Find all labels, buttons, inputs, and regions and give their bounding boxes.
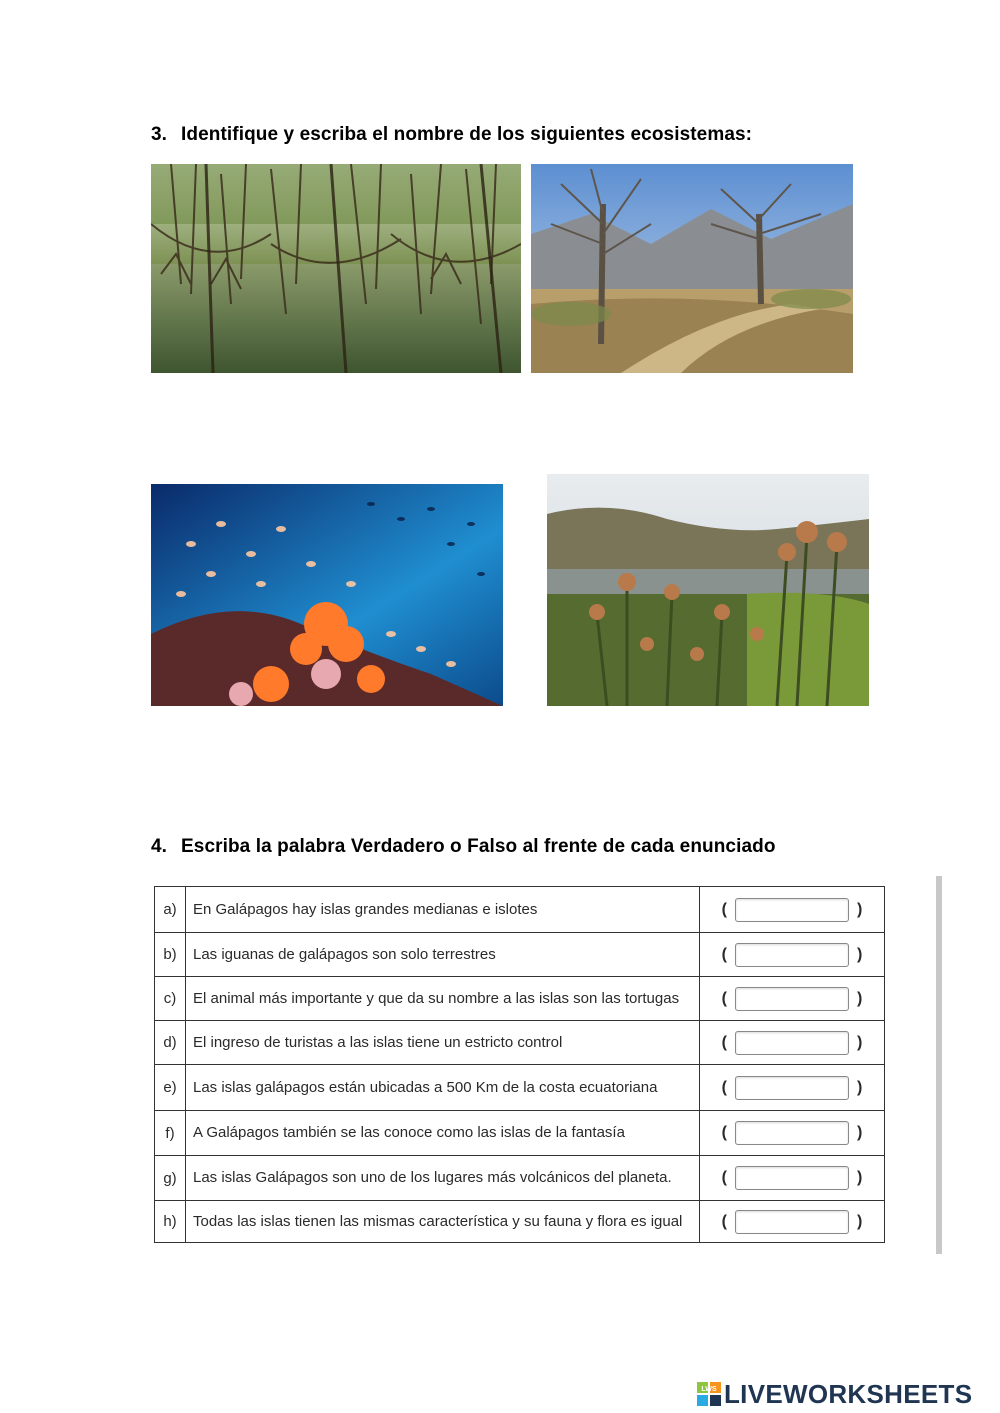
section-3-number: 3.	[151, 124, 168, 145]
answer-cell	[700, 887, 885, 933]
close-paren: )	[857, 1169, 863, 1186]
answer-input-e[interactable]	[735, 1076, 849, 1100]
answer-input-b[interactable]	[735, 943, 849, 967]
open-paren: (	[721, 1033, 727, 1051]
paramo-photo	[547, 474, 869, 706]
open-paren: (	[721, 1124, 727, 1141]
true-false-table	[154, 886, 885, 1243]
section-3-title: Identifique y escriba el nombre de los siguientes ecosistemas:	[181, 124, 753, 145]
row-letter: e)	[155, 1065, 186, 1111]
answer-input-c[interactable]	[735, 987, 849, 1011]
table-row	[155, 1156, 885, 1201]
open-paren: (	[721, 1212, 727, 1230]
answer-cell	[700, 1111, 885, 1156]
close-paren: )	[857, 900, 863, 918]
table-row	[155, 1065, 885, 1111]
answer-input-f[interactable]	[735, 1121, 849, 1145]
section-4-title: Escriba la palabra Verdadero o Falso al frente de cada enunciado	[181, 836, 776, 857]
answer-cell	[700, 1065, 885, 1111]
row-letter: h)	[155, 1201, 186, 1243]
open-paren: (	[721, 989, 727, 1007]
row-letter: a)	[155, 887, 186, 933]
row-letter: d)	[155, 1021, 186, 1065]
answer-cell	[700, 933, 885, 977]
mangrove-photo	[151, 164, 521, 373]
close-paren: )	[857, 989, 863, 1007]
answer-input-g[interactable]	[735, 1166, 849, 1190]
row-statement: Las islas Galápagos son uno de los lugares más volcánicos del planeta.	[186, 1156, 700, 1201]
close-paren: )	[857, 945, 863, 963]
logo-badge-icon	[697, 1382, 721, 1406]
section-4-heading	[151, 836, 776, 858]
answer-cell	[700, 1201, 885, 1243]
row-statement: Las iguanas de galápagos son solo terrestres	[186, 933, 700, 977]
row-letter: c)	[155, 977, 186, 1021]
row-letter: f)	[155, 1111, 186, 1156]
open-paren: (	[721, 1078, 727, 1096]
answer-cell	[700, 1156, 885, 1201]
section-3-heading	[151, 124, 752, 146]
coral-reef-photo	[151, 484, 503, 706]
row-letter: b)	[155, 933, 186, 977]
row-statement: Todas las islas tienen las mismas característica y su fauna y flora es igual	[186, 1201, 700, 1243]
liveworksheets-logo	[697, 1378, 972, 1410]
close-paren: )	[857, 1212, 863, 1230]
open-paren: (	[721, 945, 727, 963]
open-paren: (	[721, 900, 727, 918]
close-paren: )	[857, 1124, 863, 1141]
table-row	[155, 1111, 885, 1156]
row-statement: El animal más importante y que da su nombre a las islas son las tortugas	[186, 977, 700, 1021]
row-statement: A Galápagos también se las conoce como las islas de la fantasía	[186, 1111, 700, 1156]
answer-input-a[interactable]	[735, 898, 849, 922]
logo-text: LIVEWORKSHEETS	[724, 1378, 973, 1409]
dry-forest-photo	[531, 164, 853, 373]
table-row	[155, 933, 885, 977]
row-statement: En Galápagos hay islas grandes medianas e islotes	[186, 887, 700, 933]
answer-input-h[interactable]	[735, 1210, 849, 1234]
table-row	[155, 977, 885, 1021]
scrollbar[interactable]	[936, 876, 942, 1254]
table-row	[155, 1201, 885, 1243]
open-paren: (	[721, 1169, 727, 1186]
close-paren: )	[857, 1033, 863, 1051]
row-statement: El ingreso de turistas a las islas tiene un estricto control	[186, 1021, 700, 1065]
answer-cell	[700, 977, 885, 1021]
row-statement: Las islas galápagos están ubicadas a 500 Km de la costa ecuatoriana	[186, 1065, 700, 1111]
table-row	[155, 1021, 885, 1065]
row-letter: g)	[155, 1156, 186, 1201]
answer-input-d[interactable]	[735, 1031, 849, 1055]
logo-badge-text: LWS	[701, 1386, 717, 1393]
close-paren: )	[857, 1078, 863, 1096]
section-4-number: 4.	[151, 836, 168, 857]
answer-cell	[700, 1021, 885, 1065]
table-row	[155, 887, 885, 933]
